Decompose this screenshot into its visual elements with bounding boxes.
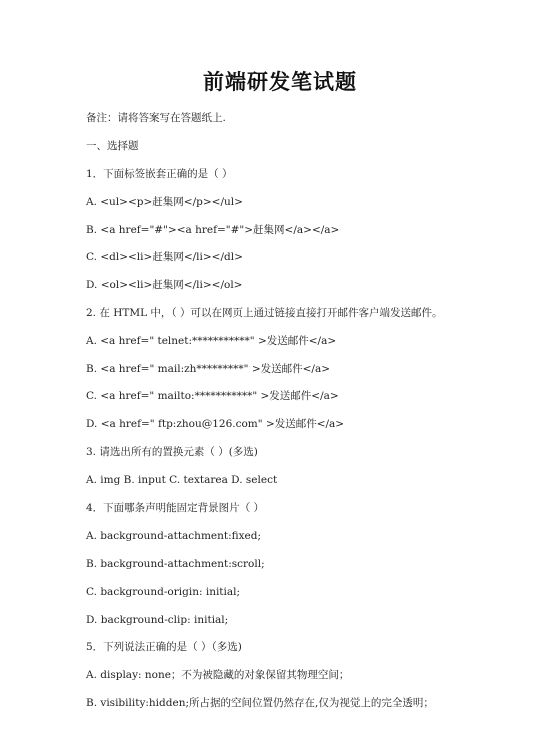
- question-1-option-d: D. <ol><li>赶集网</li></ol>: [86, 279, 243, 291]
- question-2-option-c: C. <a href=" mailto:***********" >发送邮件</a>: [86, 390, 339, 402]
- question-3: 3. 请选出所有的置换元素（ ）(多选): [86, 446, 258, 458]
- question-5: 5．下列说法正确的是（ ）（多选): [86, 641, 242, 653]
- question-2-option-d: D. <a href=" ftp:zhou@126.com" >发送邮件</a>: [86, 418, 345, 430]
- question-1-option-a: A. <ul><p>赶集网</p></ul>: [86, 196, 243, 208]
- note-line: 备注：请将答案写在答题纸上.: [86, 112, 226, 124]
- question-3-options: A. img B. input C. textarea D. select: [86, 474, 278, 486]
- question-2-option-b: B. <a href=" mail:zh*********" >发送邮件</a>: [86, 363, 331, 375]
- question-4-option-b: B. background-attachment:scroll;: [86, 558, 265, 570]
- question-1-option-c: C. <dl><li>赶集网</li></dl>: [86, 251, 243, 263]
- question-4: 4．下面哪条声明能固定背景图片（ ）: [86, 502, 265, 514]
- question-1: 1．下面标签嵌套正确的是（ ）: [86, 168, 233, 180]
- question-4-option-a: A. background-attachment:fixed;: [86, 530, 262, 542]
- question-1-option-b: B. <a href="#"><a href="#">赶集网</a></a>: [86, 224, 340, 236]
- question-5-option-b: B. visibility:hidden;所占据的空间位置仍然存在,仅为视觉上的完全透明；: [86, 697, 434, 709]
- page-title: 前端研发笔试题: [203, 70, 357, 94]
- question-5-option-a: A. display: none；不为被隐藏的对象保留其物理空间；: [86, 669, 350, 681]
- question-4-option-c: C. background-origin: initial;: [86, 586, 241, 598]
- section-heading: 一、选择题: [86, 140, 139, 152]
- question-2: 2. 在 HTML 中，（ ）可以在网页上通过链接直接打开邮件客户端发送邮件。: [86, 307, 443, 319]
- question-4-option-d: D. background-clip: initial;: [86, 614, 229, 626]
- question-2-option-a: A. <a href=" telnet:***********" >发送邮件</a>: [86, 335, 337, 347]
